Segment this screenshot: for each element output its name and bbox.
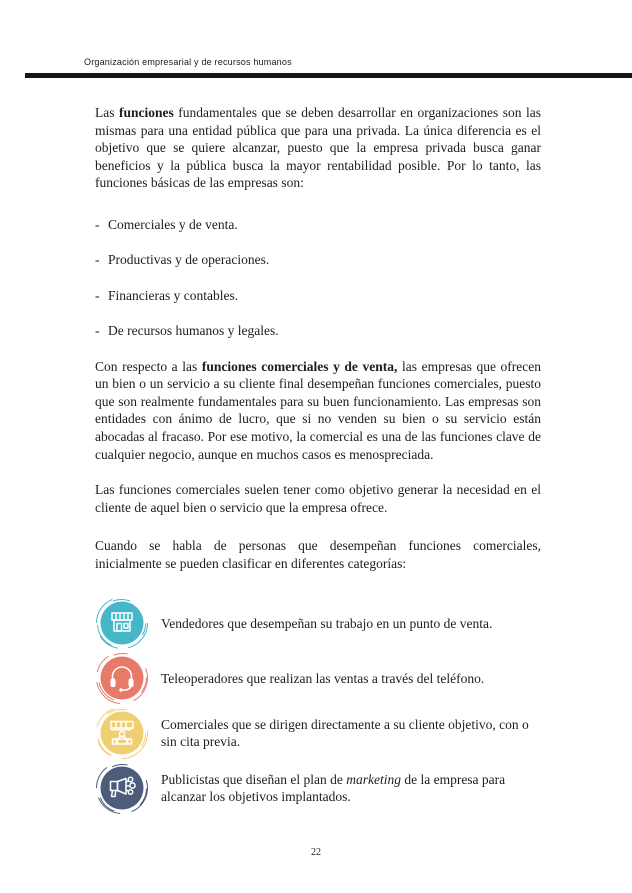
bullet-dash-icon: - [95,252,100,268]
paragraph-objetivo: Las funciones comerciales suelen tener como objetivo generar la necesidad en el cliente de aquel bien o servicio que la empresa ofrece. [95,482,541,515]
bullet-dash-icon: - [95,287,100,303]
category-label [161,771,533,806]
page-number: 22 [311,847,321,858]
list-item [95,596,541,650]
list-item [95,761,541,815]
category-label: Vendedores que desempeñan su trabajo en un punto de venta. [161,615,493,631]
bullet-text: Financieras y contables. [108,287,239,303]
p1-pre: Las [95,105,120,120]
sales-categories-list [95,596,541,815]
bullet-text: De recursos humanos y legales. [108,323,279,339]
bullet-dash-icon: - [95,216,100,232]
storefront-icon [95,596,149,650]
category-label: Comerciales que se dirigen directamente a su cliente objetivo, con o sin cita previa. [161,716,529,750]
category-label-pre: Publicistas que diseñan el plan de [161,771,347,787]
paragraph-funciones-fundamentales [95,104,541,192]
market-stall-icon [95,706,149,760]
p2-bold: funciones comerciales y de venta, [201,358,398,374]
running-header-title: Organización empresarial y de recursos humanos [84,57,292,67]
header-rule [25,73,632,78]
list-item [95,322,541,340]
megaphone-icon [95,761,149,815]
p1-bold: funciones [119,105,174,120]
list-item [95,251,541,269]
list-item [95,287,541,305]
headset-icon [95,651,149,705]
bullet-dash-icon: - [95,323,100,339]
paragraph-funciones-comerciales [95,358,541,464]
p1-post: fundamentales que se deben desarrollar en organizaciones son las mismas para una entidad pública que para una privada. La única diferencia es el objetivo que se quiere alcanzar, puesto que la empresa privada busca ganar beneficios y la pública busca la mayor rentabilidad posible. Por lo tanto, las funciones básicas de las empresas son: [95,105,541,191]
p2-pre: Con respecto a las [95,358,202,374]
list-item [95,651,541,705]
p2-post: las empresas que ofrecen un bien o un servicio a su cliente final desempeñan funciones comerciales, puesto que son realmente fundamentales para su buen funcionamiento. Las empresas son entidades con ánimo de lucro, que si no venden su bien o su servicio están abocadas al fracaso. Por ese motivo, la comercial es una de las funciones clave de cualquier negocio, aunque en muchos casos es menospreciada. [95,358,542,462]
bullet-text: Productivas y de operaciones. [108,252,270,268]
paragraph-categorias-intro: Cuando se habla de personas que desempeñan funciones comerciales, inicialmente se pueden clasificar en diferentes categorías: [95,538,541,571]
category-label-italic: marketing [346,771,401,787]
functions-bullet-list [95,216,541,340]
page-body [95,104,541,816]
bullet-text: Comerciales y de venta. [108,216,238,232]
list-item [95,706,541,760]
list-item [95,216,541,234]
category-label-post: de la empresa para alcanzar los objetivos implantados. [161,771,506,805]
category-label: Teleoperadores que realizan las ventas a través del teléfono. [161,670,485,686]
